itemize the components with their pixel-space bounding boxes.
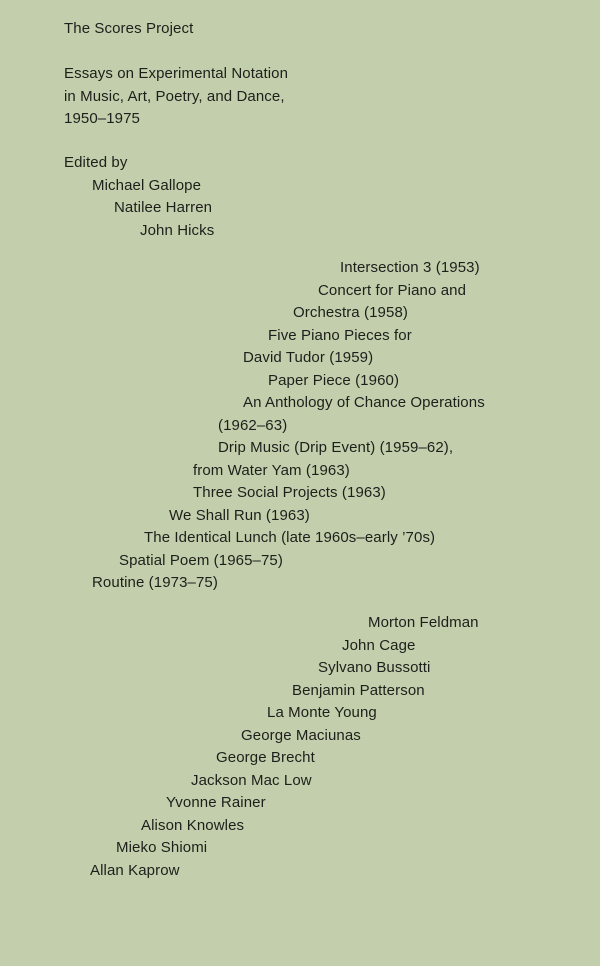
work-line: We Shall Run (1963) bbox=[169, 506, 310, 524]
page-title: The Scores Project bbox=[64, 20, 194, 37]
work-line: (1962–63) bbox=[218, 416, 288, 434]
contributors-list bbox=[0, 612, 600, 882]
work-line: Five Piano Pieces for bbox=[268, 326, 412, 344]
work-line: Drip Music (Drip Event) (1959–62), bbox=[218, 439, 454, 456]
contributor-name: Sylvano Bussotti bbox=[318, 659, 431, 676]
title-block bbox=[0, 18, 600, 41]
work-line: Routine (1973–75) bbox=[92, 574, 218, 591]
work-line: from Water Yam (1963) bbox=[193, 461, 350, 479]
contributor-name: Yvonne Rainer bbox=[166, 794, 266, 811]
work-line: An Anthology of Chance Operations bbox=[243, 394, 485, 411]
editor-name: John Hicks bbox=[140, 221, 215, 239]
work-line: The Identical Lunch (late 1960s–early ’70s) bbox=[144, 529, 436, 546]
subtitle-line: 1950–1975 bbox=[64, 110, 140, 127]
editor-name: Michael Gallope bbox=[92, 176, 202, 194]
subtitle-line: Essays on Experimental Notation bbox=[64, 65, 289, 82]
subtitle-block bbox=[0, 63, 600, 131]
contributor-name: La Monte Young bbox=[267, 704, 377, 721]
contributor-name: Mieko Shiomi bbox=[116, 839, 208, 856]
editors-block bbox=[0, 152, 600, 242]
contributor-name: Alison Knowles bbox=[141, 816, 245, 834]
work-line: Paper Piece (1960) bbox=[268, 371, 400, 389]
work-line: Intersection 3 (1953) bbox=[340, 259, 480, 276]
subtitle-line: in Music, Art, Poetry, and Dance, bbox=[64, 87, 285, 105]
contributor-name: John Cage bbox=[342, 636, 416, 654]
contributor-name: George Brecht bbox=[216, 749, 315, 766]
work-line: Three Social Projects (1963) bbox=[193, 484, 386, 501]
contributor-name: George Maciunas bbox=[241, 726, 361, 744]
contributor-name: Benjamin Patterson bbox=[292, 681, 425, 699]
work-line: David Tudor (1959) bbox=[243, 349, 374, 366]
contributor-name: Jackson Mac Low bbox=[191, 771, 312, 789]
work-line: Orchestra (1958) bbox=[293, 304, 408, 321]
work-line: Concert for Piano and bbox=[318, 281, 467, 299]
editors-label: Edited by bbox=[64, 154, 128, 171]
contributor-name: Allan Kaprow bbox=[90, 861, 180, 879]
work-line: Spatial Poem (1965–75) bbox=[119, 551, 283, 569]
works-list bbox=[0, 257, 600, 595]
contributor-name: Morton Feldman bbox=[368, 614, 479, 631]
editor-name: Natilee Harren bbox=[114, 199, 213, 216]
